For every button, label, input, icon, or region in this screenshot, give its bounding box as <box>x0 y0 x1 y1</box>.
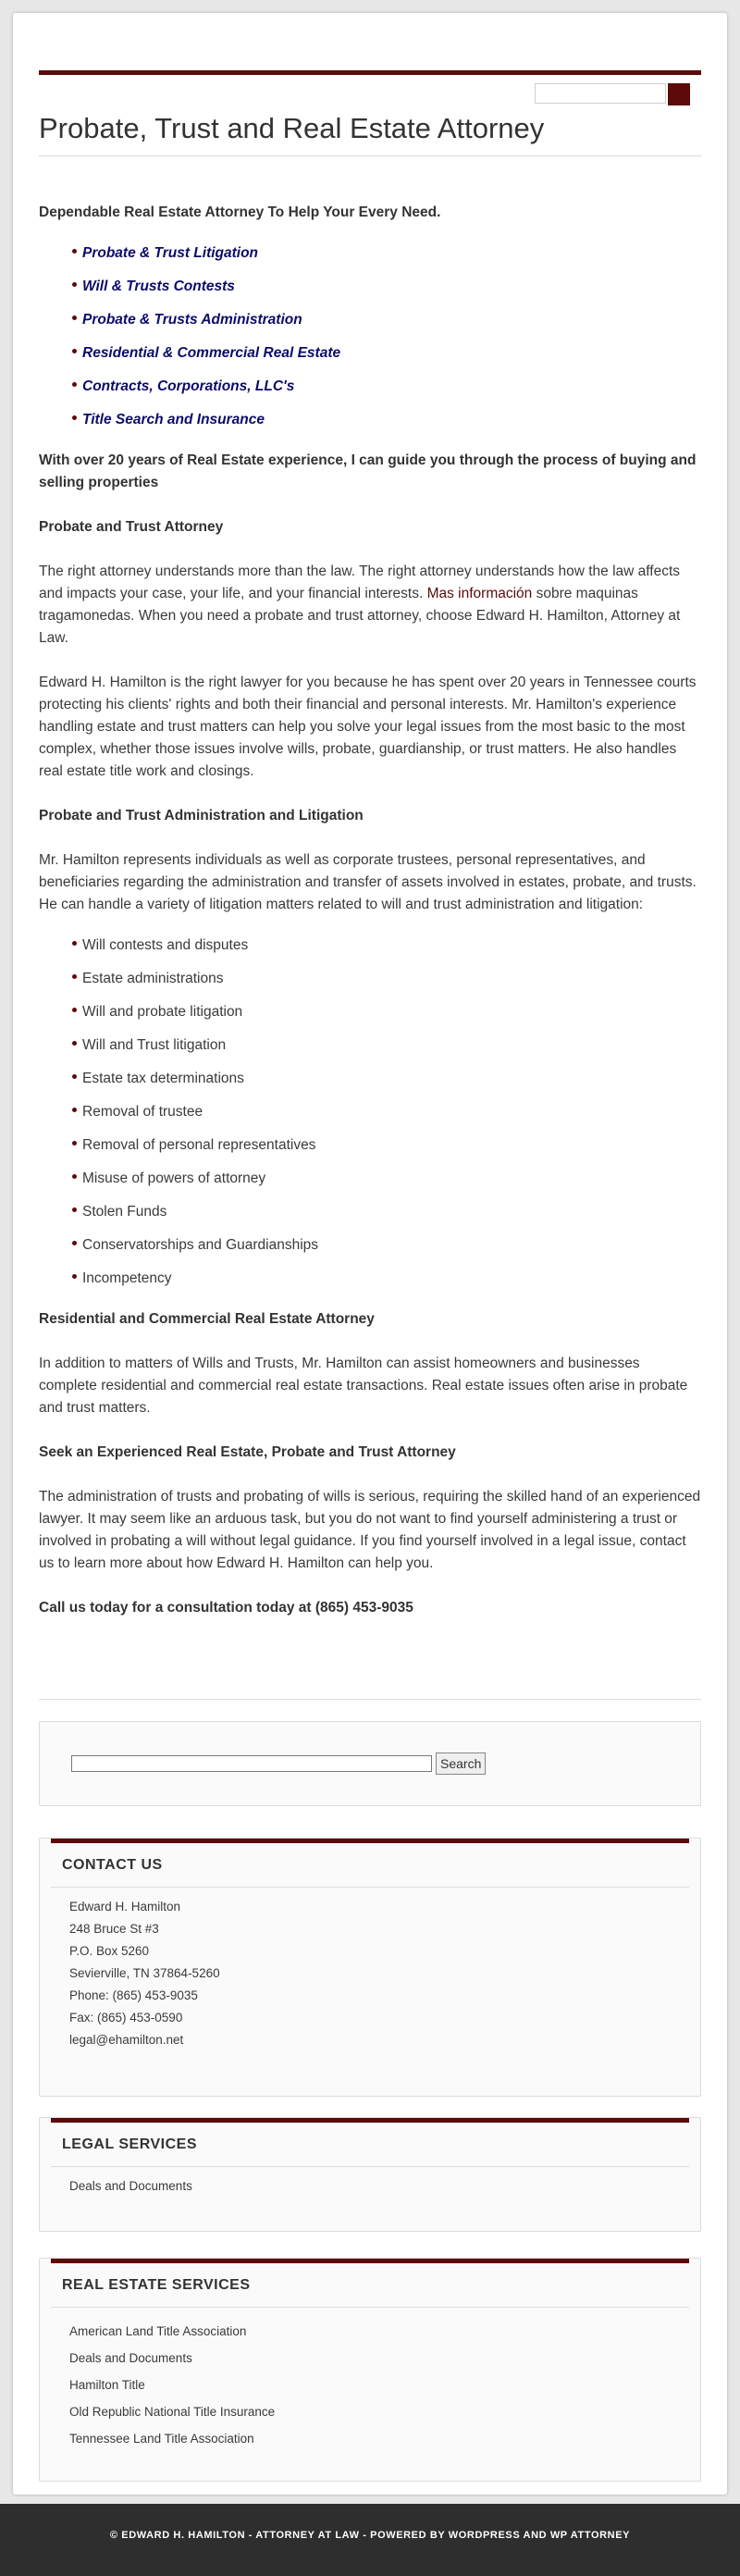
list-item: Removal of personal representatives <box>72 1129 701 1162</box>
section-heading-administration: Probate and Trust Administration and Litigation <box>39 808 364 824</box>
list-item: Removal of trustee <box>72 1096 701 1129</box>
header-search-button[interactable] <box>668 83 690 105</box>
main-content <box>39 183 701 1619</box>
section-heading-real-estate: Residential and Commercial Real Estate Attorney <box>39 1311 375 1327</box>
site-footer <box>0 2504 740 2576</box>
legal-services-widget <box>39 2117 701 2232</box>
content-divider <box>39 1699 701 1700</box>
list-item: Conservatorships and Guardianships <box>72 1229 701 1262</box>
bullet-icon <box>72 941 77 946</box>
list-item: Will and probate litigation <box>72 996 701 1029</box>
list-item: Estate administrations <box>72 962 701 996</box>
real-estate-services-widget <box>39 2258 701 2482</box>
service-link[interactable]: Will & Trusts Contests <box>72 270 701 303</box>
service-link[interactable]: Residential & Commercial Real Estate <box>72 337 701 370</box>
experience-heading: With over 20 years of Real Estate experience, I can guide you through the process of buying and selling properties <box>39 452 697 490</box>
widget-link[interactable]: Tennessee Land Title Association <box>69 2432 254 2446</box>
section-paragraph: The administration of trusts and probating of wills is serious, requiring the skilled hand of an experienced lawyer. It may seem like an arduous task, but you do not want to find yourself administering a trust or involved in probating a will without legal guidance. If you find yourself involved in a legal issue, contact us to learn more about how Edward H. Hamilton can help you. <box>39 1489 701 1571</box>
contact-po-box: P.O. Box 5260 <box>69 1944 150 1958</box>
section-paragraph: Edward H. Hamilton is the right lawyer for you because he has spent over 20 years in Tennessee courts protecting his clients' rights and both their financial and personal interests. Mr. Hamilton's experience handling estate and trust matters can help you solve your legal issues from the most basic to the most complex, whether those issues involve wills, probate, guardianship, or trust matters. He also handles real estate title work and closings. <box>39 675 697 779</box>
real-estate-links <box>69 2318 275 2452</box>
contact-phone: Phone: (865) 453-9035 <box>69 1988 198 2002</box>
widget-accent-bar <box>51 1839 689 1843</box>
service-link[interactable]: Contracts, Corporations, LLC's <box>72 370 701 403</box>
bullet-icon <box>72 382 77 387</box>
widget-divider <box>51 2307 689 2308</box>
header-search <box>535 83 688 105</box>
bullet-icon <box>72 415 77 420</box>
contact-name: Edward H. Hamilton <box>69 1900 181 1913</box>
contact-details <box>69 1896 220 2051</box>
page-container <box>13 13 727 2495</box>
search-input[interactable] <box>71 1755 432 1772</box>
widget-accent-bar <box>51 2259 689 2263</box>
page-title: Probate, Trust and Real Estate Attorney <box>39 112 545 144</box>
bullet-icon <box>72 1108 77 1112</box>
list-item: Will and Trust litigation <box>72 1029 701 1062</box>
services-list <box>39 237 701 437</box>
legal-services-links <box>69 2175 192 2198</box>
bullet-icon <box>72 1074 77 1079</box>
contact-city: Sevierville, TN 37864-5260 <box>69 1966 220 1980</box>
bullet-icon <box>72 974 77 979</box>
section-heading-seek-attorney: Seek an Experienced Real Estate, Probate and Trust Attorney <box>39 1444 456 1460</box>
mas-informacion-link[interactable]: Mas información <box>426 586 533 601</box>
contact-email: legal@ehamilton.net <box>69 2033 184 2047</box>
call-to-action: Call us today for a consultation today at (865) 453-9035 <box>39 1600 413 1616</box>
search-widget <box>39 1721 701 1806</box>
list-item: Will contests and disputes <box>72 929 701 962</box>
bullet-icon <box>72 1008 77 1012</box>
list-item: Stolen Funds <box>72 1195 701 1229</box>
list-item: Misuse of powers of attorney <box>72 1162 701 1195</box>
section-paragraph: Mr. Hamilton represents individuals as well as corporate trustees, personal representatives, and beneficiaries regarding the administration and transfer of assets involved in estates, probate, and trusts. He can handle a variety of litigation matters related to will and trust administration and litigation: <box>39 852 697 912</box>
widget-divider <box>51 1887 689 1888</box>
section-heading-probate-trust: Probate and Trust Attorney <box>39 519 224 535</box>
widget-divider <box>51 2166 689 2167</box>
service-link[interactable]: Title Search and Insurance <box>72 403 701 437</box>
bullet-icon <box>72 1241 77 1245</box>
bullet-icon <box>72 282 77 287</box>
header-search-input[interactable] <box>535 83 666 104</box>
bullet-icon <box>72 349 77 353</box>
section-paragraph: The right attorney understands more than the law. The right attorney understands how the law affects and impacts your case, your life, and your financial interests. Mas información sobre maquinas tragamonedas. When you need a probate and trust attorney, choose Edward H. Hamilton, Attorney at Law. <box>39 564 681 646</box>
service-link[interactable]: Probate & Trusts Administration <box>72 303 701 337</box>
service-link[interactable]: Probate & Trust Litigation <box>72 237 701 270</box>
tagline: Dependable Real Estate Attorney To Help Your Every Need. <box>39 204 441 220</box>
widget-title: LEGAL SERVICES <box>62 2136 197 2152</box>
widget-link[interactable]: Hamilton Title <box>69 2378 145 2392</box>
search-button[interactable]: Search <box>436 1752 486 1775</box>
list-item: Estate tax determinations <box>72 1062 701 1096</box>
bullet-icon <box>72 1041 77 1046</box>
litigation-list <box>39 929 701 1295</box>
footer-credits: © EDWARD H. HAMILTON - ATTORNEY AT LAW - POWERED BY WORDPRESS AND WP ATTORNEY <box>109 2530 631 2541</box>
bullet-icon <box>72 1274 77 1279</box>
bullet-icon <box>72 1141 77 1146</box>
bullet-icon <box>72 1174 77 1179</box>
bullet-icon <box>72 316 77 320</box>
widget-link[interactable]: American Land Title Association <box>69 2324 247 2338</box>
bullet-icon <box>72 249 77 254</box>
contact-widget <box>39 1838 701 2097</box>
section-paragraph: In addition to matters of Wills and Trusts, Mr. Hamilton can assist homeowners and businesses complete residential and commercial real estate transactions. Real estate issues often arise in probate and trust matters. <box>39 1356 688 1416</box>
contact-address: 248 Bruce St #3 <box>69 1922 159 1936</box>
widget-title: REAL ESTATE SERVICES <box>62 2277 251 2293</box>
title-divider <box>39 155 701 156</box>
widget-link[interactable]: Old Republic National Title Insurance <box>69 2405 276 2419</box>
header-accent-bar <box>39 70 701 75</box>
widget-link[interactable]: Deals and Documents <box>69 2351 192 2365</box>
list-item: Incompetency <box>72 1262 701 1295</box>
bullet-icon <box>72 1208 77 1212</box>
widget-accent-bar <box>51 2118 689 2123</box>
widget-title: CONTACT US <box>62 1857 163 1873</box>
contact-fax: Fax: (865) 453-0590 <box>69 2011 183 2025</box>
widget-link[interactable]: Deals and Documents <box>69 2179 192 2193</box>
